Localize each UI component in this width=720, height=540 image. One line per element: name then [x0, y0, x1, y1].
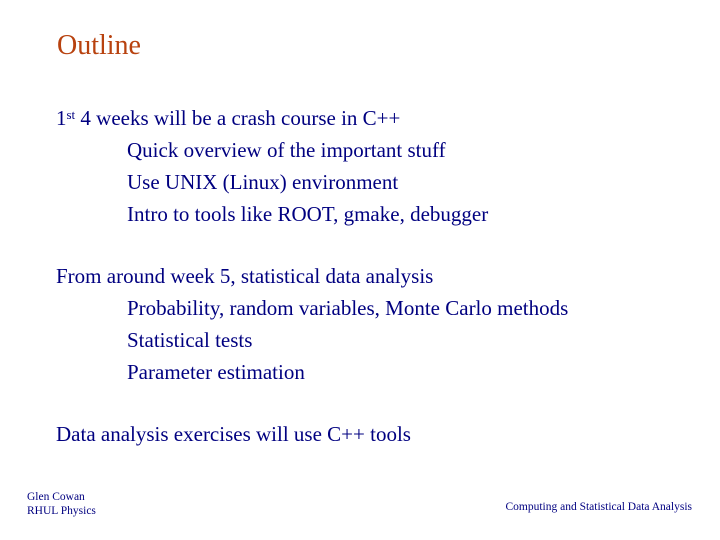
- footer-author: Glen Cowan: [27, 491, 85, 503]
- footer-affiliation: RHUL Physics: [27, 505, 96, 517]
- footer-author-block: [27, 490, 96, 518]
- section-heading-text: 4 weeks will be a crash course in C++: [75, 106, 401, 130]
- section-heading: [56, 102, 488, 134]
- ordinal-number: 1: [56, 106, 67, 130]
- section-crash-course: [56, 102, 488, 230]
- section-exercises: [56, 418, 411, 450]
- footer-course-title: Computing and Statistical Data Analysis: [505, 501, 692, 513]
- list-item: Probability, random variables, Monte Carlo methods: [127, 296, 569, 320]
- list-item: Parameter estimation: [127, 360, 305, 384]
- list-item: Intro to tools like ROOT, gmake, debugger: [127, 202, 489, 226]
- section-statistics: [56, 260, 568, 388]
- section-heading: Data analysis exercises will use C++ tools: [56, 422, 411, 446]
- slide-title: Outline: [57, 30, 141, 61]
- section-heading: From around week 5, statistical data analysis: [56, 264, 434, 288]
- list-item: Quick overview of the important stuff: [127, 138, 446, 162]
- list-item: Use UNIX (Linux) environment: [127, 170, 399, 194]
- ordinal-suffix: st: [66, 107, 76, 122]
- list-item: Statistical tests: [127, 328, 253, 352]
